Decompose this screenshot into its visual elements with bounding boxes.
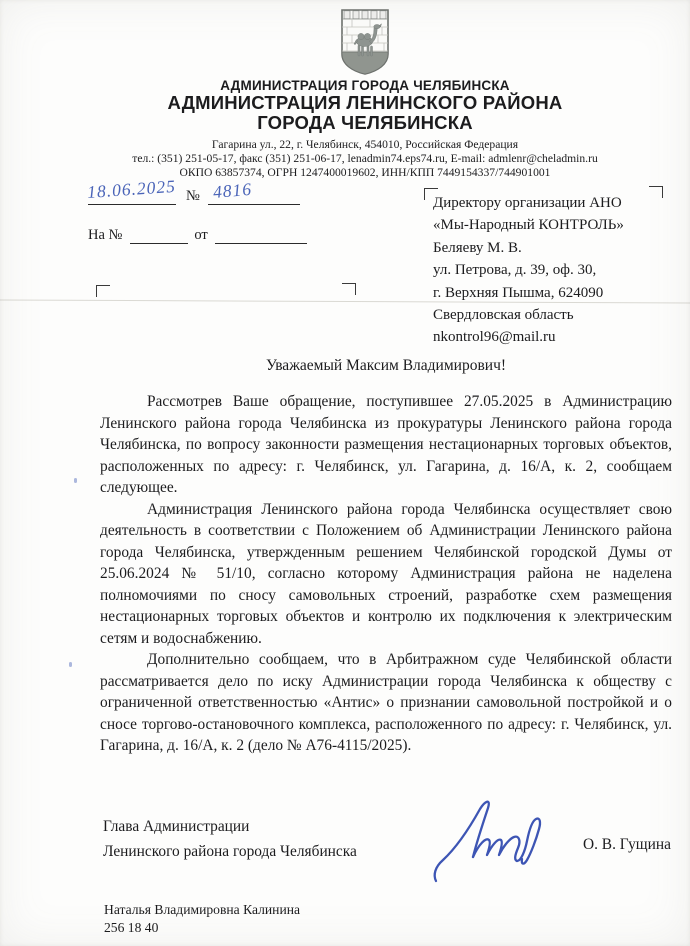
recipient-block <box>433 192 665 349</box>
signer-title-line1: Глава Администрации <box>103 818 250 835</box>
incoming-ref-row <box>88 225 388 244</box>
executor-block <box>104 901 300 936</box>
ink-speck <box>69 662 72 667</box>
incoming-number-blank-line <box>130 225 188 244</box>
letterhead-contacts: тел.: (351) 251-05-17, факс (351) 251-06-17, lenadmin74.eps74.ru, E-mail: admlenr@cheladmin.ru <box>132 152 598 166</box>
recipient-line: Свердловская область <box>433 307 574 324</box>
recipient-line: ул. Петрова, д. 39, оф. 30, <box>433 262 597 279</box>
recipient-line: Беляеву М. В. <box>433 239 522 256</box>
signer-title-line2: Ленинского района города Челябинска <box>103 842 357 860</box>
letter-body <box>100 391 672 757</box>
signer-title <box>103 815 357 864</box>
outgoing-ref-row <box>86 175 388 205</box>
letterhead-codes: ОКПО 63857374, ОГРН 1247400019602, ИНН/КПП 7449154337/744901001 <box>179 166 551 180</box>
executor-phone: 256 18 40 <box>104 919 159 935</box>
ot-label: от <box>194 227 208 243</box>
reference-block <box>86 175 388 264</box>
organization-title-line1: АДМИНИСТРАЦИЯ ЛЕНИНСКОГО РАЙОНА <box>167 92 563 113</box>
incoming-date-blank-line <box>215 225 307 244</box>
executor-name: Наталья Владимировна Калинина <box>104 902 301 917</box>
parent-organization-title: АДМИНИСТРАЦИЯ ГОРОДА ЧЕЛЯБИНСКА <box>220 78 510 93</box>
date-blank-line <box>86 175 177 205</box>
coat-of-arms-icon <box>340 8 390 76</box>
corner-mark-lower-left <box>96 285 110 297</box>
body-paragraph: Администрация Ленинского района города Челябинска осуществляет свою деятельность в соответствии с Положением об Администрации Ленинского района города Челябинска, утвержденным решением Челябинской городской Думы от 25.06.2024 № 51/10, согласно которому Администрация района не наделена полномочиями по сносу самовольных строений, разработке схем размещения нестационарных торговых объектов и контролю их подключения к электрическим сетям и водоснабжению. <box>100 500 672 647</box>
number-sign-label: № <box>186 188 200 204</box>
letterhead <box>40 0 690 180</box>
recipient-email: nkontrol96@mail.ru <box>433 329 556 346</box>
handwritten-number: 4816 <box>212 178 253 203</box>
organization-title-line2: ГОРОДА ЧЕЛЯБИНСКА <box>257 112 473 133</box>
signer-name: О. В. Гущина <box>583 836 671 853</box>
corner-mark-lower-right <box>342 283 356 295</box>
ink-speck <box>74 478 77 483</box>
handwritten-date: 18.06.2025 <box>86 175 177 203</box>
na-number-label: На № <box>88 227 123 243</box>
recipient-line: г. Верхняя Пышма, 624090 <box>433 284 604 301</box>
salutation: Уважаемый Максим Владимирович! <box>265 357 507 374</box>
recipient-line: Директору организации АНО <box>433 195 622 211</box>
body-paragraph: Дополнительно сообщаем, что в Арбитражном суде Челябинской области рассматривается дело по иску Администрации города Челябинска к обществу с ограниченной ответственностью «Антис» о признании самовольной постройкой и о сносе торгово-остановочного комплекса, расположенного по адресу: г. Челябинск, ул. Гагарина, д. 16/А, к. 2 (дело № А76-4115/2025). <box>100 651 672 754</box>
number-blank-line <box>208 178 300 205</box>
letterhead-address: Гагарина ул., 22, г. Челябинск, 454010, Российская Федерация <box>211 138 519 151</box>
recipient-line: «Мы-Народный КОНТРОЛЬ» <box>433 217 624 234</box>
handwritten-signature-image <box>430 793 556 887</box>
body-paragraph: Рассмотрев Ваше обращение, поступившее 27.05.2025 в Администрацию Ленинского района города Челябинска из прокуратуры Ленинского района города Челябинска, по вопросу законности размещения нестационарных торговых объектов, расположенных по адресу: г. Челябинск, ул. Гагарина, д. 16/А, к. 2, сообщаем следующее. <box>100 393 672 496</box>
